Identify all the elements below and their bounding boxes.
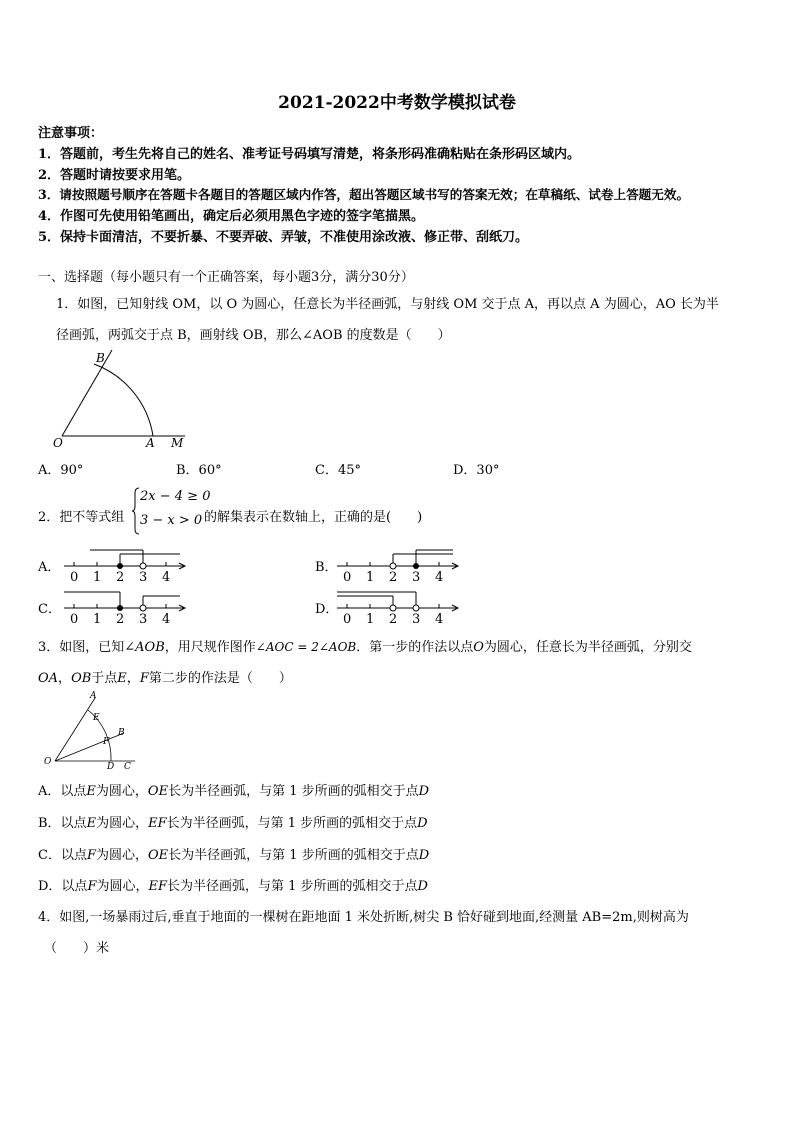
opt-text: B．以点 [38,816,87,831]
q2-option-a-numberline [60,544,190,584]
fig1-label-O: O [53,436,63,450]
question-3-figure [40,688,140,772]
inequality-system [132,487,212,535]
tick-label: 4 [435,570,444,584]
opt-text: 为圆心， [95,848,148,863]
opt-text: 长为半径画弧，与第 1 步所画的弧相交于点 [166,816,418,831]
q3-option-c [38,844,429,863]
question-3-line-1 [38,636,692,655]
opt-math: EF [148,879,167,894]
q1-option-b: B．60° [176,463,222,478]
q3-math: ∠AOC = 2∠AOB [255,640,357,654]
opt-math: D [418,784,430,799]
tick-label: 4 [435,612,444,626]
opt-text: 长为半径画弧，与第 1 步所画的弧相交于点 [168,784,419,799]
fig3-label-A: A [90,691,97,701]
opt-math: D [417,879,428,894]
tick-label: 1 [93,612,102,626]
q3-math: ∠AOB [124,640,165,655]
fig1-label-B: B [96,351,105,365]
fig3-label-O: O [44,757,52,767]
q1-option-c: C．45° [315,463,361,478]
q2-option-b-numberline [333,544,463,584]
note-item: 1．答题前，考生先将自己的姓名、准考证号码填写清楚，将条形码准确粘贴在条形码区域内。 [38,147,581,162]
q1-option-a: A．90° [38,463,84,478]
opt-math: OE [148,848,169,863]
q3-text: ， [58,671,72,686]
section-heading: 一、选择题（每小题只有一个正确答案，每小题3分，满分30分） [38,270,414,285]
tick-label: 2 [389,612,398,626]
opt-math: E [86,784,96,799]
brace-icon [132,487,140,535]
q2-option-c-numberline [60,586,190,626]
page-title: 2021-2022中考数学模拟试卷 [278,93,516,113]
inequality-1: 2x − 4 ≥ 0 [140,489,211,504]
opt-text: 长为半径画弧，与第 1 步所画的弧相交于点 [167,879,418,894]
tick-label: 1 [366,570,375,584]
q2-option-c-label: C． [38,602,61,617]
q3-math: OA [38,671,59,686]
opt-text: 长为半径画弧，与第 1 步所画的弧相交于点 [168,848,419,863]
fig1-label-A: A [146,436,155,450]
question-2-prefix: 2．把不等式组 [38,510,125,525]
tick-label: 3 [412,612,421,626]
opt-math: F [87,879,97,894]
opt-text: A．以点 [38,784,87,799]
fig1-label-M: M [171,436,184,450]
opt-math: EF [148,816,167,831]
tick-label: 2 [389,570,398,584]
q2-option-d-numberline [333,586,463,626]
fig3-label-D: D [107,762,115,772]
q3-text: 为圆心，任意长为半径画弧，分别交 [483,640,692,655]
tick-label: 3 [139,570,148,584]
q3-option-b [38,812,428,831]
notes-heading: 注意事项： [38,126,104,141]
q3-text: 第二步的作法是（ ） [148,671,292,686]
opt-math: D [417,816,428,831]
fig3-label-B: B [118,728,125,738]
note-item: 2．答题时请按要求用笔。 [38,168,191,183]
question-1-text: 1．如图，已知射线 OM，以 O 为圆心，任意长为半径画弧，与射线 OM 交于点 A，再以点 A 为圆心，AO 长为半 [56,297,719,312]
opt-math: F [86,848,96,863]
q2-option-d-label: D． [315,602,339,617]
q3-option-a [38,780,429,799]
tick-label: 3 [139,612,148,626]
fig3-label-C: C [124,762,131,772]
tick-label: 3 [412,570,421,584]
opt-math: OE [147,784,169,799]
note-item: 5．保持卡面清洁，不要折暴、不要弄破、弄皱，不准使用涂改液、修正带、刮纸刀。 [38,230,529,245]
inequality-2: 3 − x > 0 [140,513,203,528]
tick-label: 0 [343,570,352,584]
question-2-suffix: 的解集表示在数轴上，正确的是( ) [204,510,423,525]
q3-text: 于点 [91,671,118,686]
opt-text: 为圆心， [96,879,149,894]
opt-text: D．以点 [38,879,88,894]
tick-label: 2 [116,570,125,584]
question-4-text: （ ）米 [44,941,110,956]
tick-label: 0 [343,612,352,626]
opt-text: C．以点 [38,848,87,863]
note-item: 4．作图可先使用铅笔画出，确定后必须用黑色字迹的签字笔描黑。 [38,209,425,224]
q3-math: E [117,671,127,686]
q2-option-a-label: A． [38,560,61,575]
q3-math: O [473,640,484,655]
q3-text: 3．如图，已知 [38,640,125,655]
q2-option-b-label: B． [315,560,338,575]
q3-math: F [139,671,149,686]
q3-option-d [38,875,428,894]
tick-label: 4 [162,570,171,584]
question-4-text: 4．如图,一场暴雨过后,垂直于地面的一棵树在距地面 1 米处折断,树尖 B 恰好碰到地面,经测量 AB=2m,则树高为 [38,910,689,925]
q3-math: OB [71,671,92,686]
q3-text: ，用尺规作图作 [164,640,256,655]
question-3-line-2 [38,667,292,686]
question-1-text: 径画弧，两弧交于点 B，画射线 OB，那么∠AOB 的度数是（ ） [56,328,451,343]
q3-text: ．第一步的作法以点 [356,640,474,655]
opt-text: 为圆心， [96,816,149,831]
opt-math: E [86,816,97,831]
tick-label: 0 [70,612,79,626]
note-item: 3．请按照题号顺序在答题卡各题目的答题区域内作答，超出答题区域书写的答案无效；在草稿纸、试卷上答题无效。 [38,187,690,202]
tick-label: 0 [70,570,79,584]
question-1-figure [50,346,190,452]
opt-text: 为圆心， [95,784,148,799]
tick-label: 4 [162,612,171,626]
opt-math: D [418,848,430,863]
tick-label: 2 [116,612,125,626]
tick-label: 1 [366,612,375,626]
q1-option-d: D．30° [453,463,500,478]
tick-label: 1 [93,570,102,584]
fig3-label-E: E [93,713,100,723]
fig3-label-F: F [103,737,110,747]
q3-text: ， [126,671,140,686]
